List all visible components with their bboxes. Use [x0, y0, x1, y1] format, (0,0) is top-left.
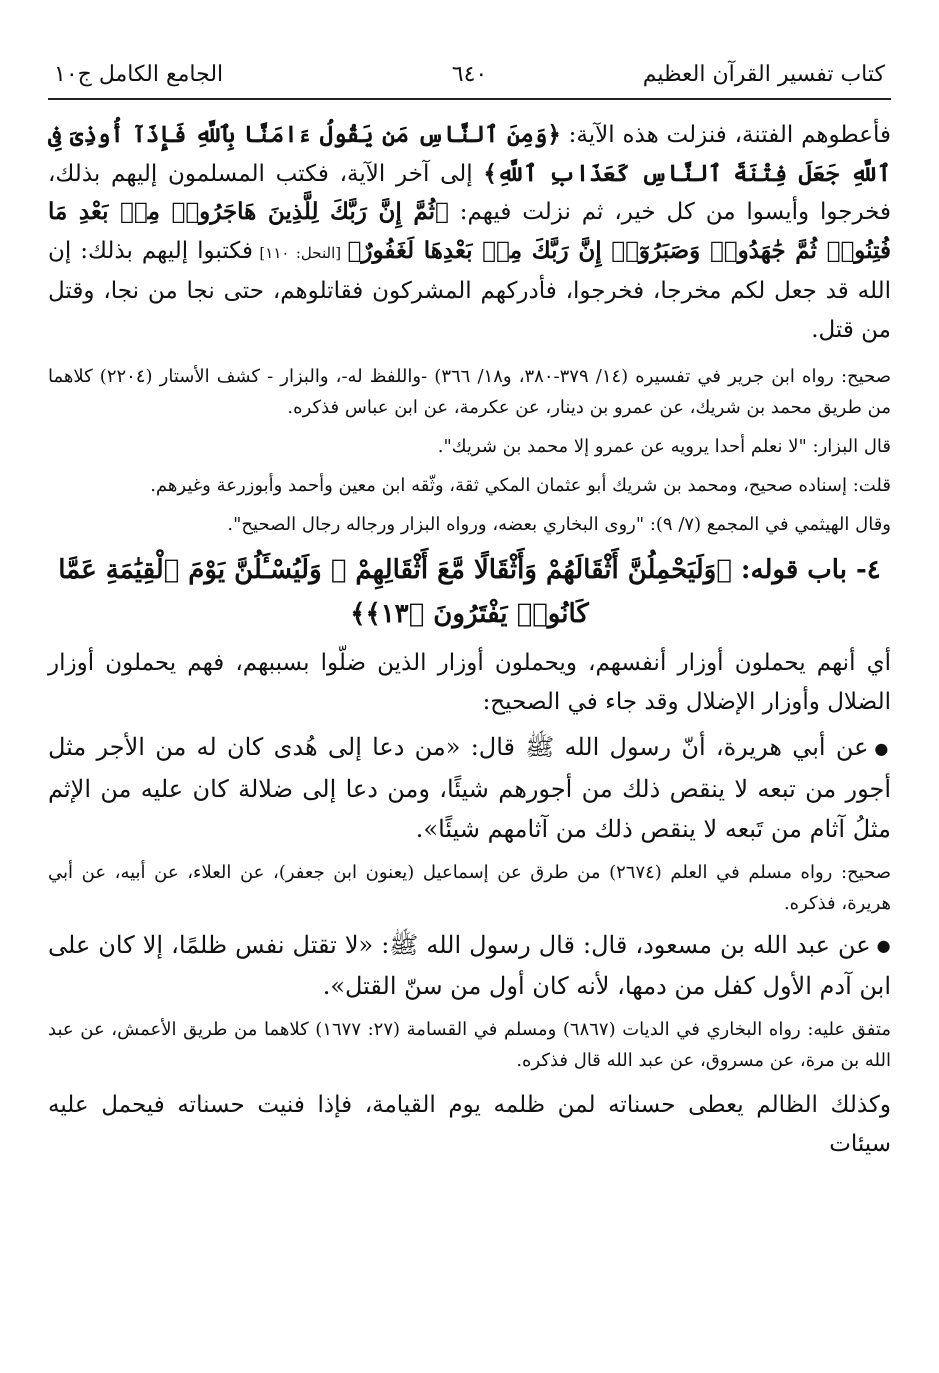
hadith-2-text: عن عبد الله بن مسعود، قال: قال رسول الله ﷺ: «لا تقتل نفس ظلمًا، إلا كان على ابن آدم الأول كفل من دمها، لأنه كان أول من سنّ القتل».	[48, 930, 891, 1000]
hadith-1	[48, 727, 891, 849]
hadith-1-text: عن أبي هريرة، أنّ رسول الله ﷺ قال: «من دعا إلى هُدى كان له من الأجر مثل أجور من تبعه لا ينقص ذلك من أجورهم شيئًا، ومن دعا إلى ضلالة كان عليه من الإثم مثلُ آثام من تَبعه لا ينقص ذلك من آثامهم شيئًا».	[48, 733, 891, 843]
quran-verse-2: ﴿ثُمَّ إِنَّ رَبَّكَ لِلَّذِينَ هَاجَرُوا۟ مِنۢ بَعْدِ مَا فُتِنُوا۟ ثُمَّ جَٰهَدُوا۟ وَصَبَرُوٓا۟ إِنَّ رَبَّكَ مِنۢ بَعْدِهَا لَغَفُورٌ﴾	[48, 198, 892, 264]
paragraph-1-text-c: فكتبوا إليهم بذلك: إن الله قد جعل لكم مخرجا، فخرجوا، فأدركهم المشركون فقاتلوهم، حتى نجا من نجا، وقتل من قتل.	[48, 237, 891, 343]
chapter-label: ٤- باب قوله:	[731, 555, 881, 585]
page-header	[48, 58, 891, 100]
bullet-icon: ●	[874, 738, 891, 758]
paragraph-1-text-a: فأعطوهم الفتنة، فنزلت هذه الآية:	[560, 122, 891, 148]
bullet-icon: ●	[876, 936, 891, 955]
quran-verse-1: ﴿وَمِنَ ٱلنَّاسِ مَن يَقُولُ ءَامَنَّا بِٱللَّهِ فَإِذَآ أُوذِىَ فِى ٱللَّهِ جَعَلَ فِتْنَةَ ٱلنَّاسِ كَعَذَابِ ٱللَّهِ﴾	[48, 121, 891, 187]
paragraph-1	[48, 116, 891, 349]
note-1: صحيح: رواه ابن جرير في تفسيره (١٤/ ٣٧٩-٣٨٠، و١٨/ ٣٦٦) -واللفظ له-، والبزار - كشف الأستار (٢٢٠٤) كلاهما من طريق محمد بن شريك، عن عمرو بن دينار، عن عكرمة، عن ابن عباس فذكره.	[48, 366, 892, 418]
note-5: صحيح: رواه مسلم في العلم (٢٦٧٤) من طرق عن إسماعيل (يعنون ابن جعفر)، عن العلاء، عن أبيه، عن أبي هريرة، فذكره.	[48, 861, 891, 914]
chapter-heading	[48, 548, 891, 636]
chapter-verse: ﴿وَلَيَحْمِلُنَّ أَثْقَالَهُمْ وَأَثْقَالًا مَّعَ أَثْقَالِهِمْ ۖ وَلَيُسْـَٔلُنَّ يَوْمَ ٱلْقِيَٰمَةِ عَمَّا كَانُوا۟ يَفْتَرُونَ ﴿١٣﴾﴾	[58, 555, 732, 629]
book-title: كتاب تفسير القرآن العظيم	[642, 62, 885, 87]
note-3: قلت: إسناده صحيح، ومحمد بن شريك أبو عثمان المكي ثقة، وثّقه ابن معين وأحمد وأبوزرعة وغيرهم.	[150, 475, 891, 496]
paragraph-2: أي أنهم يحملون أوزار أنفسهم، ويحملون أوزار الذين ضلّوا بسببهم، فهم يحملون أوزار الضلال وأوزار الإضلال وقد جاء في الصحيح:	[48, 650, 891, 715]
volume-label: الجامع الكامل ج١٠	[54, 62, 224, 87]
hadith-2	[48, 925, 891, 1007]
page-number: ٦٤٠	[451, 62, 488, 87]
verse-reference: [النحل: ١١٠]	[252, 243, 348, 262]
page-body	[48, 116, 891, 1163]
paragraph-3: وكذلك الظالم يعطى حسناته لمن ظلمه يوم القيامة، فإذا فنيت حسناته فيحمل عليه سيئات	[48, 1092, 891, 1157]
note-6: متفق عليه: رواه البخاري في الديات (٦٨٦٧) ومسلم في القسامة (٢٧: ١٦٧٧) كلاهما من طريق الأعمش، عن عبد الله بن مرة، عن مسروق، عن عبد الله قال فذكره.	[48, 1019, 891, 1071]
note-4: وقال الهيثمي في المجمع (٧/ ٩): "روى البخاري بعضه، ورواه البزار ورجاله رجال الصحيح".	[227, 514, 891, 535]
paragraph-1-text-b: إلى آخر الآية، فكتب المسلمون إليهم بذلك، فخرجوا وأيسوا من كل خير، ثم نزلت فيهم:	[48, 160, 892, 225]
note-2: قال البزار: "لا نعلم أحدا يرويه عن عمرو إلا محمد بن شريك".	[437, 436, 891, 457]
